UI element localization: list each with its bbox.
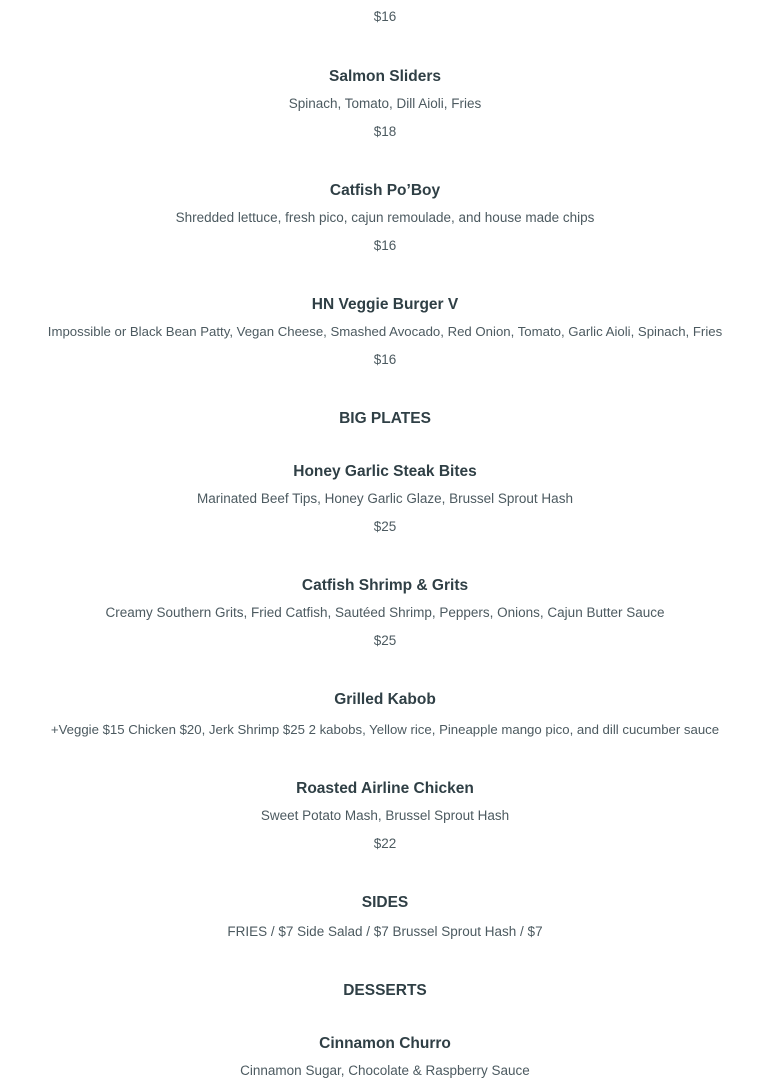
item-description: Sweet Potato Mash, Brussel Sprout Hash [260,808,510,823]
section-heading-big-plates: BIG PLATES [339,410,431,427]
item-name: Roasted Airline Chicken [296,780,474,797]
item-price: $25 [373,519,397,534]
item-description: Shredded lettuce, fresh pico, cajun remoulade, and house made chips [175,210,595,225]
item-description: Marinated Beef Tips, Honey Garlic Glaze, Brussel Sprout Hash [197,491,573,506]
item-description: Impossible or Black Bean Patty, Vegan Cheese, Smashed Avocado, Red Onion, Tomato, Garlic Aioli, Spinach, Fries [47,324,723,339]
item-name: Cinnamon Churro [319,1035,451,1052]
item-name: Salmon Sliders [329,68,441,85]
item-description: Cinnamon Sugar, Chocolate & Raspberry Sauce [240,1063,530,1078]
item-name: Grilled Kabob [334,691,436,708]
item-description: Spinach, Tomato, Dill Aioli, Fries [288,96,482,111]
item-price: $16 [373,238,397,253]
section-heading-sides: SIDES [361,894,409,911]
item-price: $22 [373,836,397,851]
item-description: Creamy Southern Grits, Fried Catfish, Sautéed Shrimp, Peppers, Onions, Cajun Butter Sauce [105,605,665,620]
item-name: Catfish Po’Boy [329,182,441,199]
item-price: $25 [373,633,397,648]
section-heading-desserts: DESSERTS [343,982,427,999]
item-name: HN Veggie Burger V [311,296,459,313]
item-name: Catfish Shrimp & Grits [301,577,469,594]
item-price: $18 [373,124,397,139]
item-price: $16 [373,9,397,24]
item-price: $16 [373,352,397,367]
sides-list: FRIES / $7 Side Salad / $7 Brussel Sprout Hash / $7 [227,924,543,939]
item-description: +Veggie $15 Chicken $20, Jerk Shrimp $25 2 kabobs, Yellow rice, Pineapple mango pico, and dill cucumber sauce [50,722,720,737]
item-name: Honey Garlic Steak Bites [293,463,477,480]
